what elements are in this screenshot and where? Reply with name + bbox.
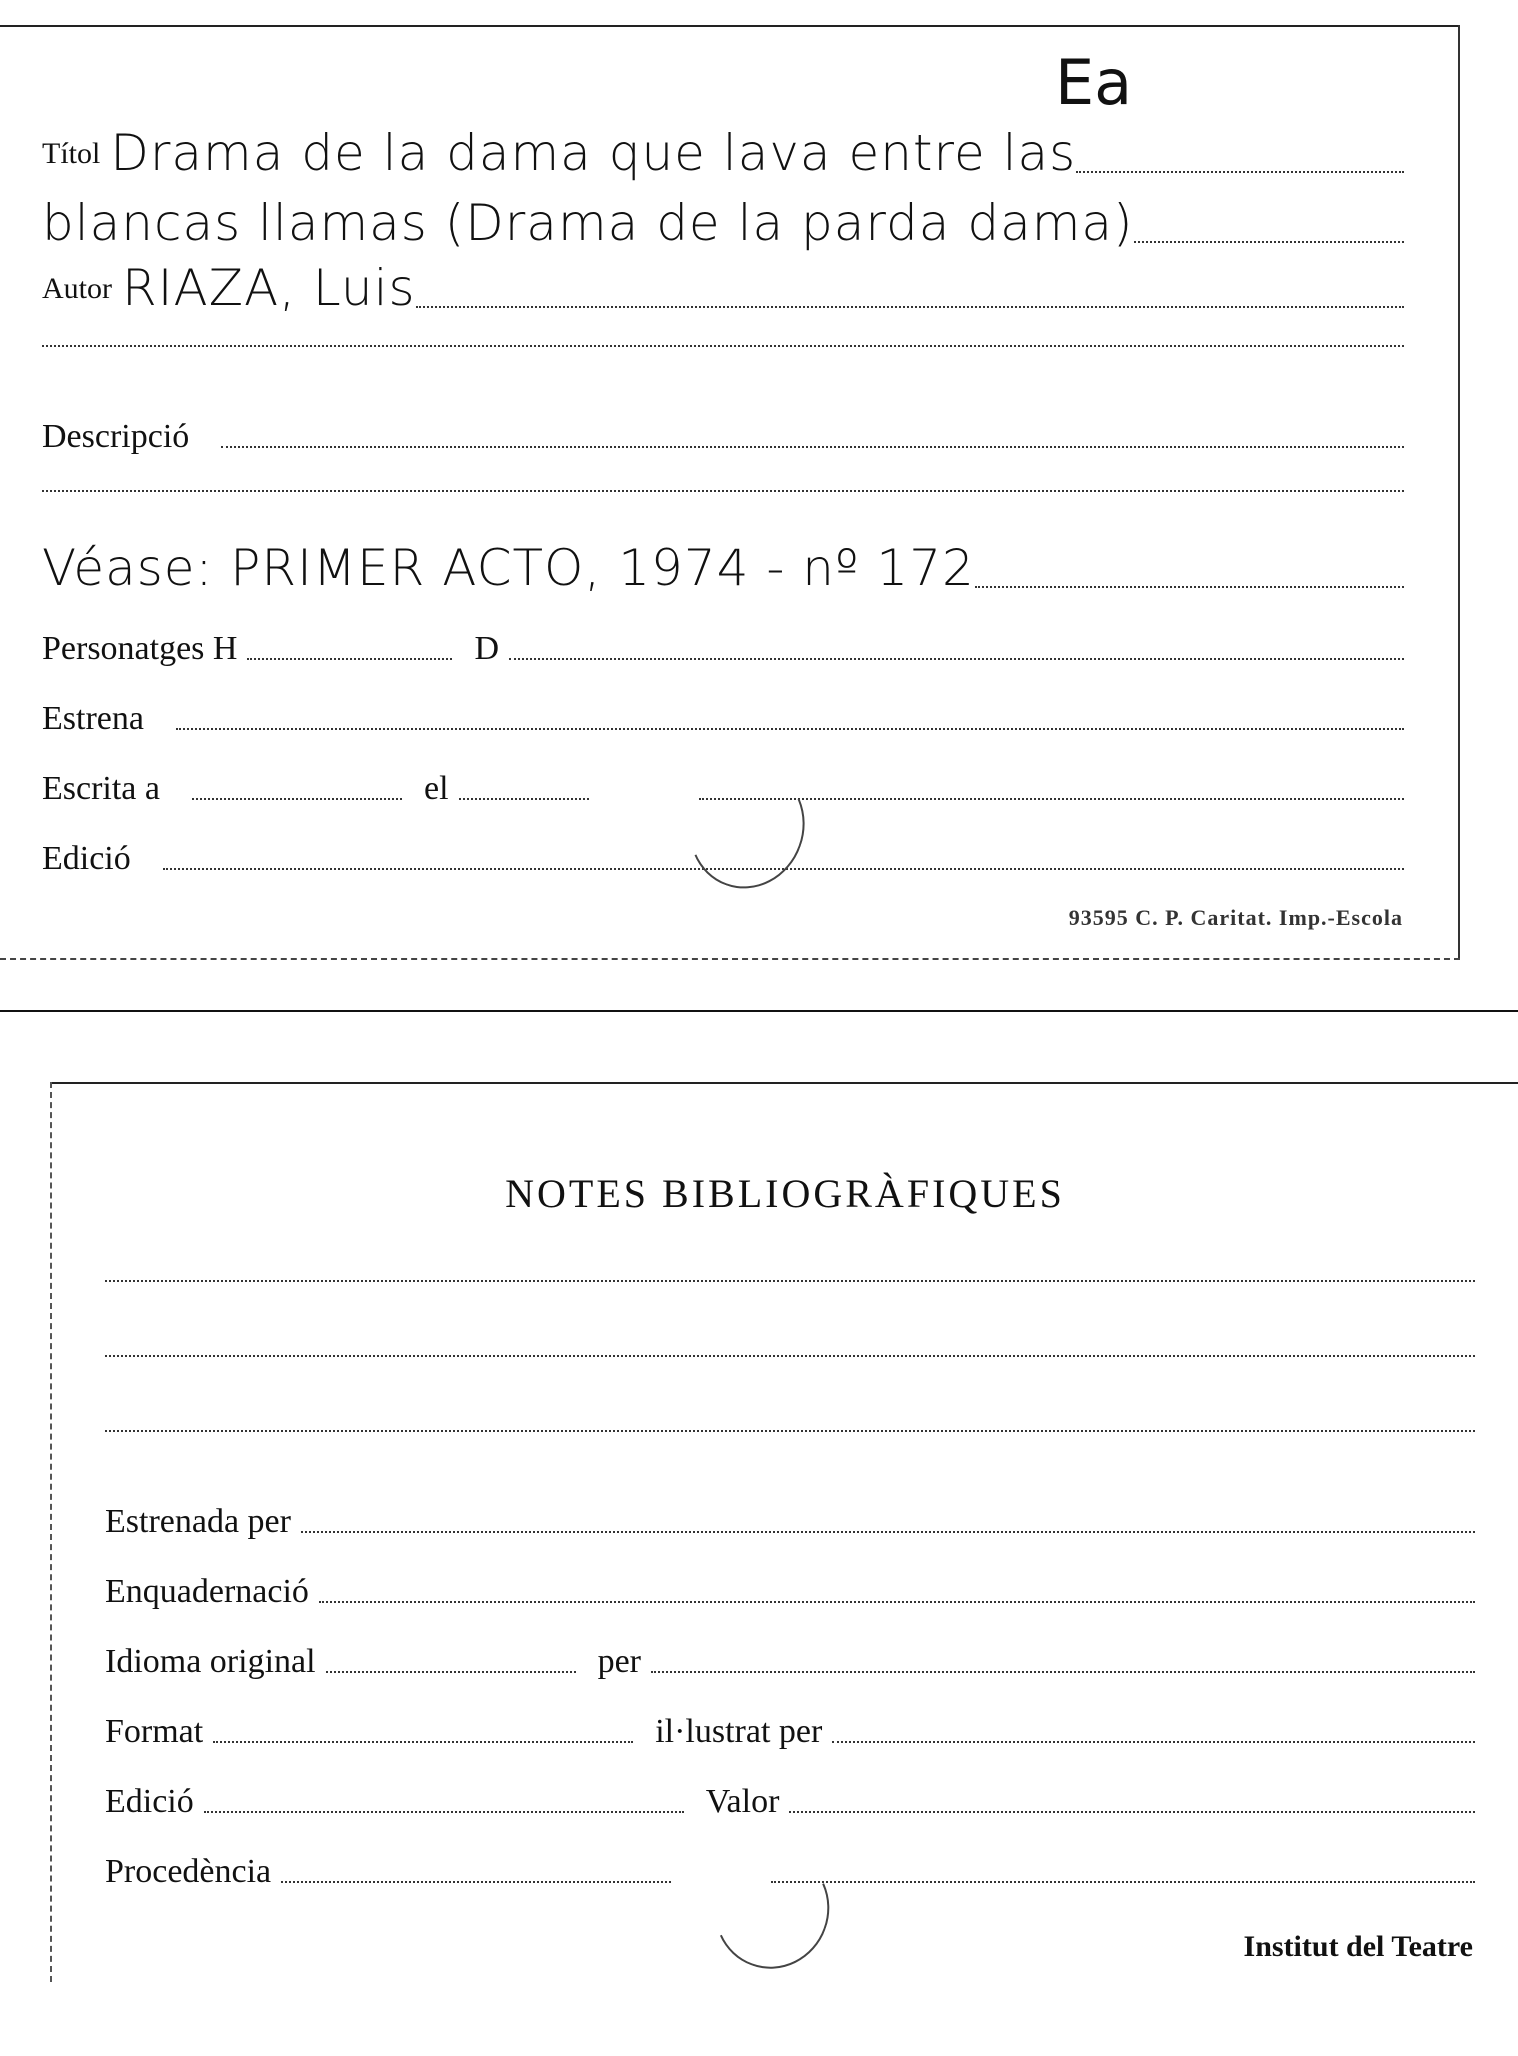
- blank-row: [42, 345, 1404, 353]
- autor-label: Autor: [42, 272, 112, 305]
- blank-row: [105, 1430, 1475, 1438]
- dotted-line: [771, 1881, 1475, 1883]
- edicio-label: Edició: [42, 840, 131, 877]
- dotted-line: [416, 306, 1404, 308]
- enquadernacio-label: Enquadernació: [105, 1573, 309, 1610]
- titol-label: Títol: [42, 137, 101, 170]
- personatges-d-label: D: [474, 630, 500, 667]
- autor-value: RIAZA, Luis: [122, 259, 416, 317]
- dotted-line: [1076, 171, 1404, 173]
- dotted-line: [281, 1881, 671, 1883]
- dotted-line: [42, 345, 1404, 347]
- format-row: [105, 1715, 1475, 1749]
- vease-note: Véase: PRIMER ACTO, 1974 - nº 172: [42, 539, 975, 597]
- enquadernacio-row: [105, 1575, 1475, 1609]
- dotted-line: [221, 446, 1404, 448]
- catalog-card-front: [0, 0, 1518, 1010]
- dotted-line: [975, 586, 1404, 588]
- card-left-border: [50, 1082, 52, 1982]
- dotted-line: [105, 1280, 1475, 1282]
- card-top-border: [0, 25, 1460, 27]
- estrenada-label: Estrenada per: [105, 1503, 291, 1540]
- page-divider: [0, 1010, 1518, 1012]
- dotted-line: [509, 658, 1404, 660]
- blank-row: [105, 1280, 1475, 1288]
- format-label: Format: [105, 1713, 204, 1750]
- format-il-label: il·lustrat per: [655, 1713, 823, 1750]
- estrena-label: Estrena: [42, 700, 144, 737]
- estrenada-row: [105, 1505, 1475, 1539]
- notes-title: NOTES BIBLIOGRÀFIQUES: [505, 1171, 1065, 1216]
- edicio-back-label: Edició: [105, 1783, 194, 1820]
- descripcio-row: [42, 420, 1404, 454]
- dotted-line: [176, 728, 1404, 730]
- personatges-row: [42, 632, 1404, 666]
- escrita-label: Escrita a: [42, 770, 160, 807]
- dotted-line: [789, 1811, 1475, 1813]
- blank-row: [105, 1355, 1475, 1363]
- idioma-label: Idioma original: [105, 1643, 316, 1680]
- edicio-back-row: [105, 1785, 1475, 1819]
- dotted-line: [247, 658, 452, 660]
- dotted-line: [301, 1531, 1475, 1533]
- card-bottom-border: [0, 958, 1460, 960]
- dotted-line: [326, 1671, 576, 1673]
- vease-row: [42, 540, 1404, 596]
- dotted-line: [42, 490, 1404, 492]
- dotted-line: [832, 1741, 1475, 1743]
- procedencia-label: Procedència: [105, 1853, 272, 1890]
- dotted-line: [105, 1355, 1475, 1357]
- titol-row-2: [42, 195, 1404, 251]
- institut-imprint: Institut del Teatre: [1243, 1930, 1473, 1963]
- dotted-line: [651, 1671, 1475, 1673]
- dotted-line: [213, 1741, 633, 1743]
- personatges-label: Personatges H: [42, 630, 238, 667]
- titol-row: [42, 125, 1404, 181]
- dotted-line: [204, 1811, 684, 1813]
- descripcio-label: Descripció: [42, 418, 190, 455]
- titol-value-line1: Drama de la dama que lava entre las: [110, 124, 1077, 182]
- dotted-line: [1134, 241, 1404, 243]
- printer-imprint: 93595 C. P. Caritat. Imp.-Escola: [1068, 905, 1403, 930]
- dotted-line: [459, 798, 589, 800]
- escrita-el-label: el: [424, 770, 449, 807]
- valor-label: Valor: [705, 1783, 780, 1820]
- estrena-row: [42, 702, 1404, 736]
- card-top-border: [52, 1082, 1518, 1084]
- card-right-border: [1458, 25, 1460, 960]
- idioma-row: [105, 1645, 1475, 1679]
- corner-mark: Ea: [1055, 46, 1133, 119]
- titol-value-line2: blancas llamas (Drama de la parda dama): [42, 194, 1134, 252]
- dotted-line: [699, 798, 1404, 800]
- autor-row: [42, 260, 1404, 316]
- blank-row: [42, 490, 1404, 498]
- dotted-line: [319, 1601, 1475, 1603]
- idioma-per-label: per: [597, 1643, 641, 1680]
- dotted-line: [192, 798, 402, 800]
- dotted-line: [105, 1430, 1475, 1432]
